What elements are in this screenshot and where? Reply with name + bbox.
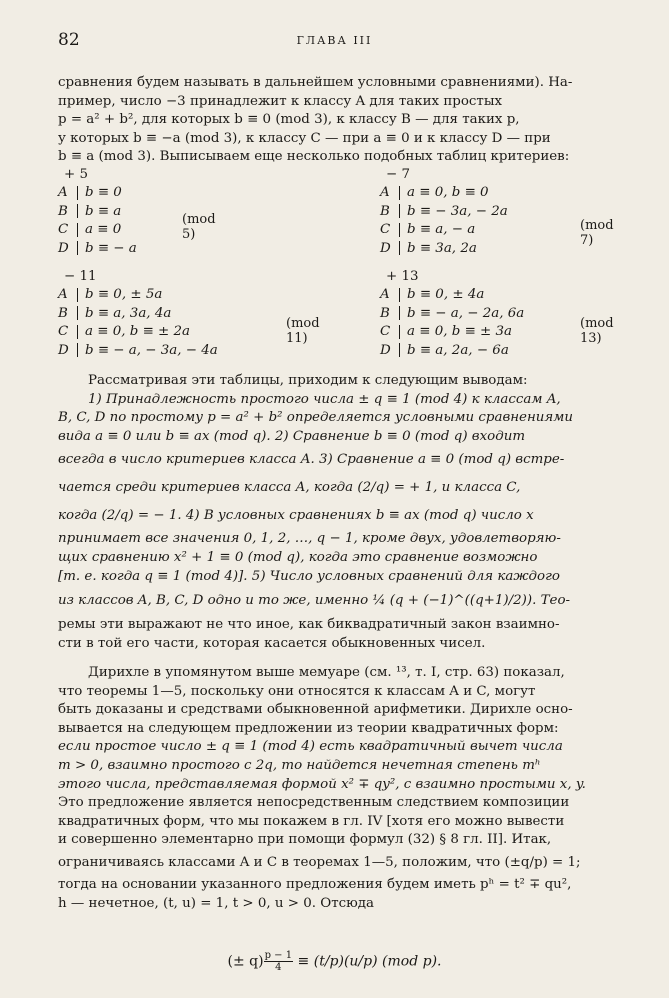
table-heading: − 11 — [64, 269, 97, 284]
formula-exponent: $\frac{p - 1}{4}$ — [264, 950, 293, 973]
condition: b ≡ a, − a — [407, 222, 476, 237]
condition: a ≡ 0 — [85, 222, 122, 237]
text-line: что теоремы 1—5, поскольку они относятся к классам A и C, могут — [58, 683, 536, 699]
text-line: вида a ≡ 0 или b ≡ ax (mod q). 2) Сравнение b ≡ 0 (mod q) входит — [58, 428, 526, 444]
condition: b ≡ a, 3a, 4a — [85, 305, 172, 321]
paragraph-conclusions — [58, 372, 653, 653]
table-row — [58, 184, 137, 203]
text-line: сти в той его части, которая касается обыкновенных чисел. — [58, 635, 486, 651]
text-line: всегда в число критериев класса A. 3) Сравнение a ≡ 0 (mod q) встре- — [58, 452, 565, 468]
condition: b ≡ a, 2a, − 6a — [407, 342, 509, 358]
condition: a ≡ 0, b ≡ 0 — [407, 185, 489, 200]
text-line: из классов A, B, C, D одно и то же, именно ¼ (q + (−1)^((q+1)/2)). Тео- — [58, 593, 571, 609]
text-line: тогда на основании указанного предложения будем иметь pʰ = t² ∓ qu², — [58, 876, 572, 892]
table-row — [380, 203, 508, 222]
table-row — [58, 203, 137, 222]
class-label: A — [380, 185, 390, 200]
text-line: быть доказаны и средствами обыкновенной арифметики. Дирихле осно- — [58, 702, 573, 718]
table-row — [380, 184, 508, 203]
table-row — [58, 221, 137, 240]
text-line: квадратичных форм, что мы покажем в гл. IV [хотя его можно вывести — [58, 813, 565, 829]
text-line: 1) Принадлежность простого числа ± q ≡ 1 (mod 4) к классам A, — [88, 391, 561, 407]
class-label: C — [58, 324, 69, 339]
text-line: если простое число ± q ≡ 1 (mod 4) есть квадратичный вычет числа — [58, 739, 563, 755]
class-label: B — [380, 203, 390, 219]
text-line: [т. е. когда q ≡ 1 (mod 4)]. 5) Число условных сравнений для каждого — [58, 568, 560, 584]
class-label: A — [380, 287, 390, 302]
criteria-table-plus5 — [58, 166, 216, 258]
class-label: C — [380, 324, 391, 339]
text-line: когда (2/q) = − 1. 4) В условных сравнениях b ≡ ax (mod q) число x — [58, 508, 534, 524]
display-formula — [0, 950, 669, 973]
criteria-table-minus7 — [380, 166, 614, 258]
condition: b ≡ − 3a, − 2a — [407, 203, 508, 219]
table-row — [58, 305, 218, 324]
table-row — [58, 286, 218, 305]
formula-base: (± q) — [227, 953, 264, 970]
class-label: A — [58, 287, 68, 302]
criteria-table-minus11 — [58, 268, 320, 360]
table-heading: + 13 — [386, 269, 419, 284]
condition: b ≡ − a, − 2a, 6a — [407, 305, 525, 321]
table-row — [380, 323, 524, 342]
text-line: сравнения будем называть в дальнейшем условными сравнениями). На- — [58, 75, 573, 90]
condition: b ≡ − a, − 3a, − 4a — [85, 342, 218, 358]
text-line: b ≡ a (mod 3). Выписываем еще несколько подобных таблиц критериев: — [58, 149, 570, 165]
paragraph-intro — [58, 74, 653, 167]
running-head: ГЛАВА III — [296, 34, 373, 47]
text-line: h — нечетное, (t, u) = 1, t > 0, u > 0. Отсюда — [58, 895, 375, 911]
text-line: Дирихле в упомянутом выше мемуаре (см. ¹³, т. I, стр. 63) показал, — [88, 665, 565, 680]
modulus-label: (mod 7) — [580, 218, 614, 248]
text-line: ремы эти выражают не что иное, как биквадратичный закон взаимно- — [58, 617, 560, 633]
class-label: D — [58, 240, 69, 256]
modulus-label: (mod 11) — [286, 316, 320, 346]
class-label: C — [380, 222, 391, 237]
text-line: p = a² + b², для которых b ≡ 0 (mod 3), к классу B — для таких p, — [58, 112, 520, 128]
formula-rhs: ≡ (t/p)(u/p) (mod p). — [297, 953, 442, 970]
text-line: и совершенно элементарно при помощи формул (32) § 8 гл. II]. Итак, — [58, 832, 552, 848]
text-line: Это предложение является непосредственным следствием композиции — [58, 795, 570, 811]
criteria-table-plus13 — [380, 268, 614, 360]
condition: b ≡ − a — [85, 240, 137, 256]
condition: b ≡ 0, ± 4a — [407, 287, 485, 302]
table-row — [380, 221, 508, 240]
text-line: m > 0, взаимно простого с 2q, то найдется нечетная степень mʰ — [58, 757, 541, 773]
page-number: 82 — [58, 30, 80, 50]
class-label: A — [58, 185, 68, 200]
class-label: B — [380, 305, 390, 321]
table-heading: + 5 — [64, 167, 88, 182]
table-row — [380, 305, 524, 324]
table-row — [58, 240, 137, 259]
class-label: C — [58, 222, 69, 237]
table-row — [380, 286, 524, 305]
page-header — [0, 30, 669, 54]
class-label: B — [58, 305, 68, 321]
text-line: у которых b ≡ −a (mod 3), к классу C — при a ≡ 0 и к классу D — при — [58, 130, 551, 146]
class-label: D — [380, 240, 391, 256]
class-label: D — [380, 342, 391, 358]
table-heading: − 7 — [386, 167, 410, 182]
text-line: этого числа, представляемая формой x² ∓ qy², с взаимно простыми x, y. — [58, 776, 586, 792]
class-label: B — [58, 203, 68, 219]
table-row — [58, 342, 218, 361]
class-label: D — [58, 342, 69, 358]
criteria-tables — [58, 166, 658, 362]
modulus-label: (mod 5) — [182, 212, 216, 242]
text-line: Рассматривая эти таблицы, приходим к следующим выводам: — [88, 373, 528, 388]
text-line: B, C, D по простому p = a² + b² определяется условными сравнениями — [58, 410, 574, 426]
condition: b ≡ a — [85, 203, 122, 219]
text-line: вывается на следующем предложении из теории квадратичных форм: — [58, 720, 559, 736]
condition: b ≡ 0 — [85, 185, 122, 200]
text-line: пример, число −3 принадлежит к классу A для таких простых — [58, 93, 503, 109]
text-line: ограничиваясь классами A и C в теоремах 1—5, положим, что (±q/p) = 1; — [58, 854, 581, 870]
text-line: чается среди критериев класса A, когда (2/q) = + 1, и класса C, — [58, 480, 521, 496]
text-line: принимает все значения 0, 1, 2, …, q − 1, кроме двух, удовлетворяю- — [58, 531, 561, 547]
condition: b ≡ 0, ± 5a — [85, 287, 163, 302]
table-row — [380, 342, 524, 361]
table-row — [380, 240, 508, 259]
paragraph-dirichlet — [58, 664, 653, 913]
condition: a ≡ 0, b ≡ ± 3a — [407, 324, 513, 339]
modulus-label: (mod 13) — [580, 316, 614, 346]
condition: a ≡ 0, b ≡ ± 2a — [85, 324, 191, 339]
condition: b ≡ 3a, 2a — [407, 240, 477, 256]
table-row — [58, 323, 218, 342]
text-line: щих сравнению x² + 1 ≡ 0 (mod q), когда это сравнение возможно — [58, 549, 538, 565]
